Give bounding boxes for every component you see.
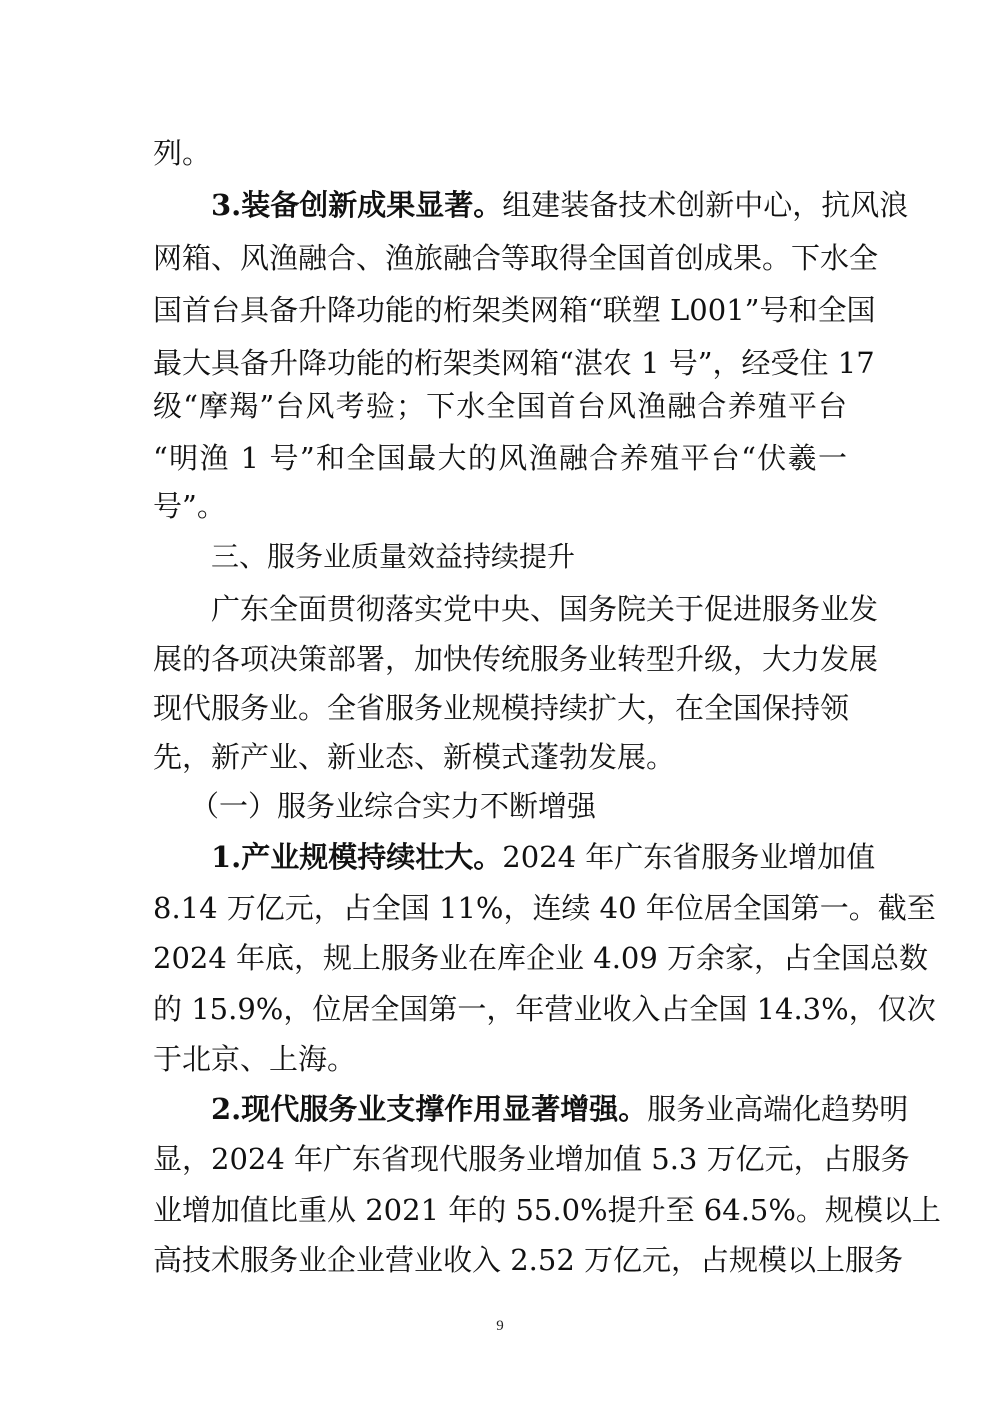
text-line-4: 国首台具备升降功能的桁架类网箱“联塑 L001”号和全国 xyxy=(153,293,876,327)
text-line-17: 2024 年底，规上服务业在库企业 4.09 万余家，占全国总数 xyxy=(153,941,929,975)
text-line-20: 2.现代服务业支撑作用显著增强。服务业高端化趋势明 xyxy=(211,1092,909,1126)
text-line-16: 8.14 万亿元，占全国 11%，连续 40 年位居全国第一。截至 xyxy=(153,891,936,925)
text-line-10: 广东全面贯彻落实党中央、国务院关于促进服务业发 xyxy=(211,592,879,626)
text-line-8: 号”。 xyxy=(153,489,226,523)
text-line-6: 级“摩羯”台风考验；下水全国首台风渔融合养殖平台 xyxy=(153,389,847,423)
text-line-12: 现代服务业。全省服务业规模持续扩大，在全国保持领 xyxy=(153,691,850,725)
text-line-13: 先，新产业、新业态、新模式蓬勃发展。 xyxy=(153,740,676,774)
text-line-7: “明渔 1 号”和全国最大的风渔融合养殖平台“伏羲一 xyxy=(153,441,847,475)
text-line-18: 的 15.9%，位居全国第一，年营业收入占全国 14.3%，仅次 xyxy=(153,992,936,1026)
text-line-5: 最大具备升降功能的桁架类网箱“湛农 1 号”，经受住 17 xyxy=(153,346,875,380)
subheading-equipment-innovation: 3.装备创新成果显著。 xyxy=(211,188,503,222)
subsection-heading-services-strength: （一）服务业综合实力不断增强 xyxy=(190,789,597,823)
section-heading-services: 三、服务业质量效益持续提升 xyxy=(211,540,576,573)
text-line-15: 1.产业规模持续壮大。2024 年广东省服务业增加值 xyxy=(211,840,876,874)
page-number: 9 xyxy=(496,1318,504,1334)
subheading-modern-services: 2.现代服务业支撑作用显著增强。 xyxy=(211,1092,648,1126)
text-line-23: 高技术服务业企业营业收入 2.52 万亿元，占规模以上服务 xyxy=(153,1243,904,1277)
text-line-19: 于北京、上海。 xyxy=(153,1042,357,1076)
text-line-2: 3.装备创新成果显著。组建装备技术创新中心，抗风浪 xyxy=(211,188,909,222)
text-line-21: 显，2024 年广东省现代服务业增加值 5.3 万亿元，占服务 xyxy=(153,1142,910,1176)
text-line-11: 展的各项决策部署，加快传统服务业转型升级，大力发展 xyxy=(153,642,879,676)
text-line-22: 业增加值比重从 2021 年的 55.0%提升至 64.5%。规模以上 xyxy=(153,1193,941,1227)
text-line-1: 列。 xyxy=(153,136,212,170)
subheading-industry-scale: 1.产业规模持续壮大。 xyxy=(211,840,503,874)
text-line-3: 网箱、风渔融合、渔旅融合等取得全国首创成果。下水全 xyxy=(153,241,879,275)
